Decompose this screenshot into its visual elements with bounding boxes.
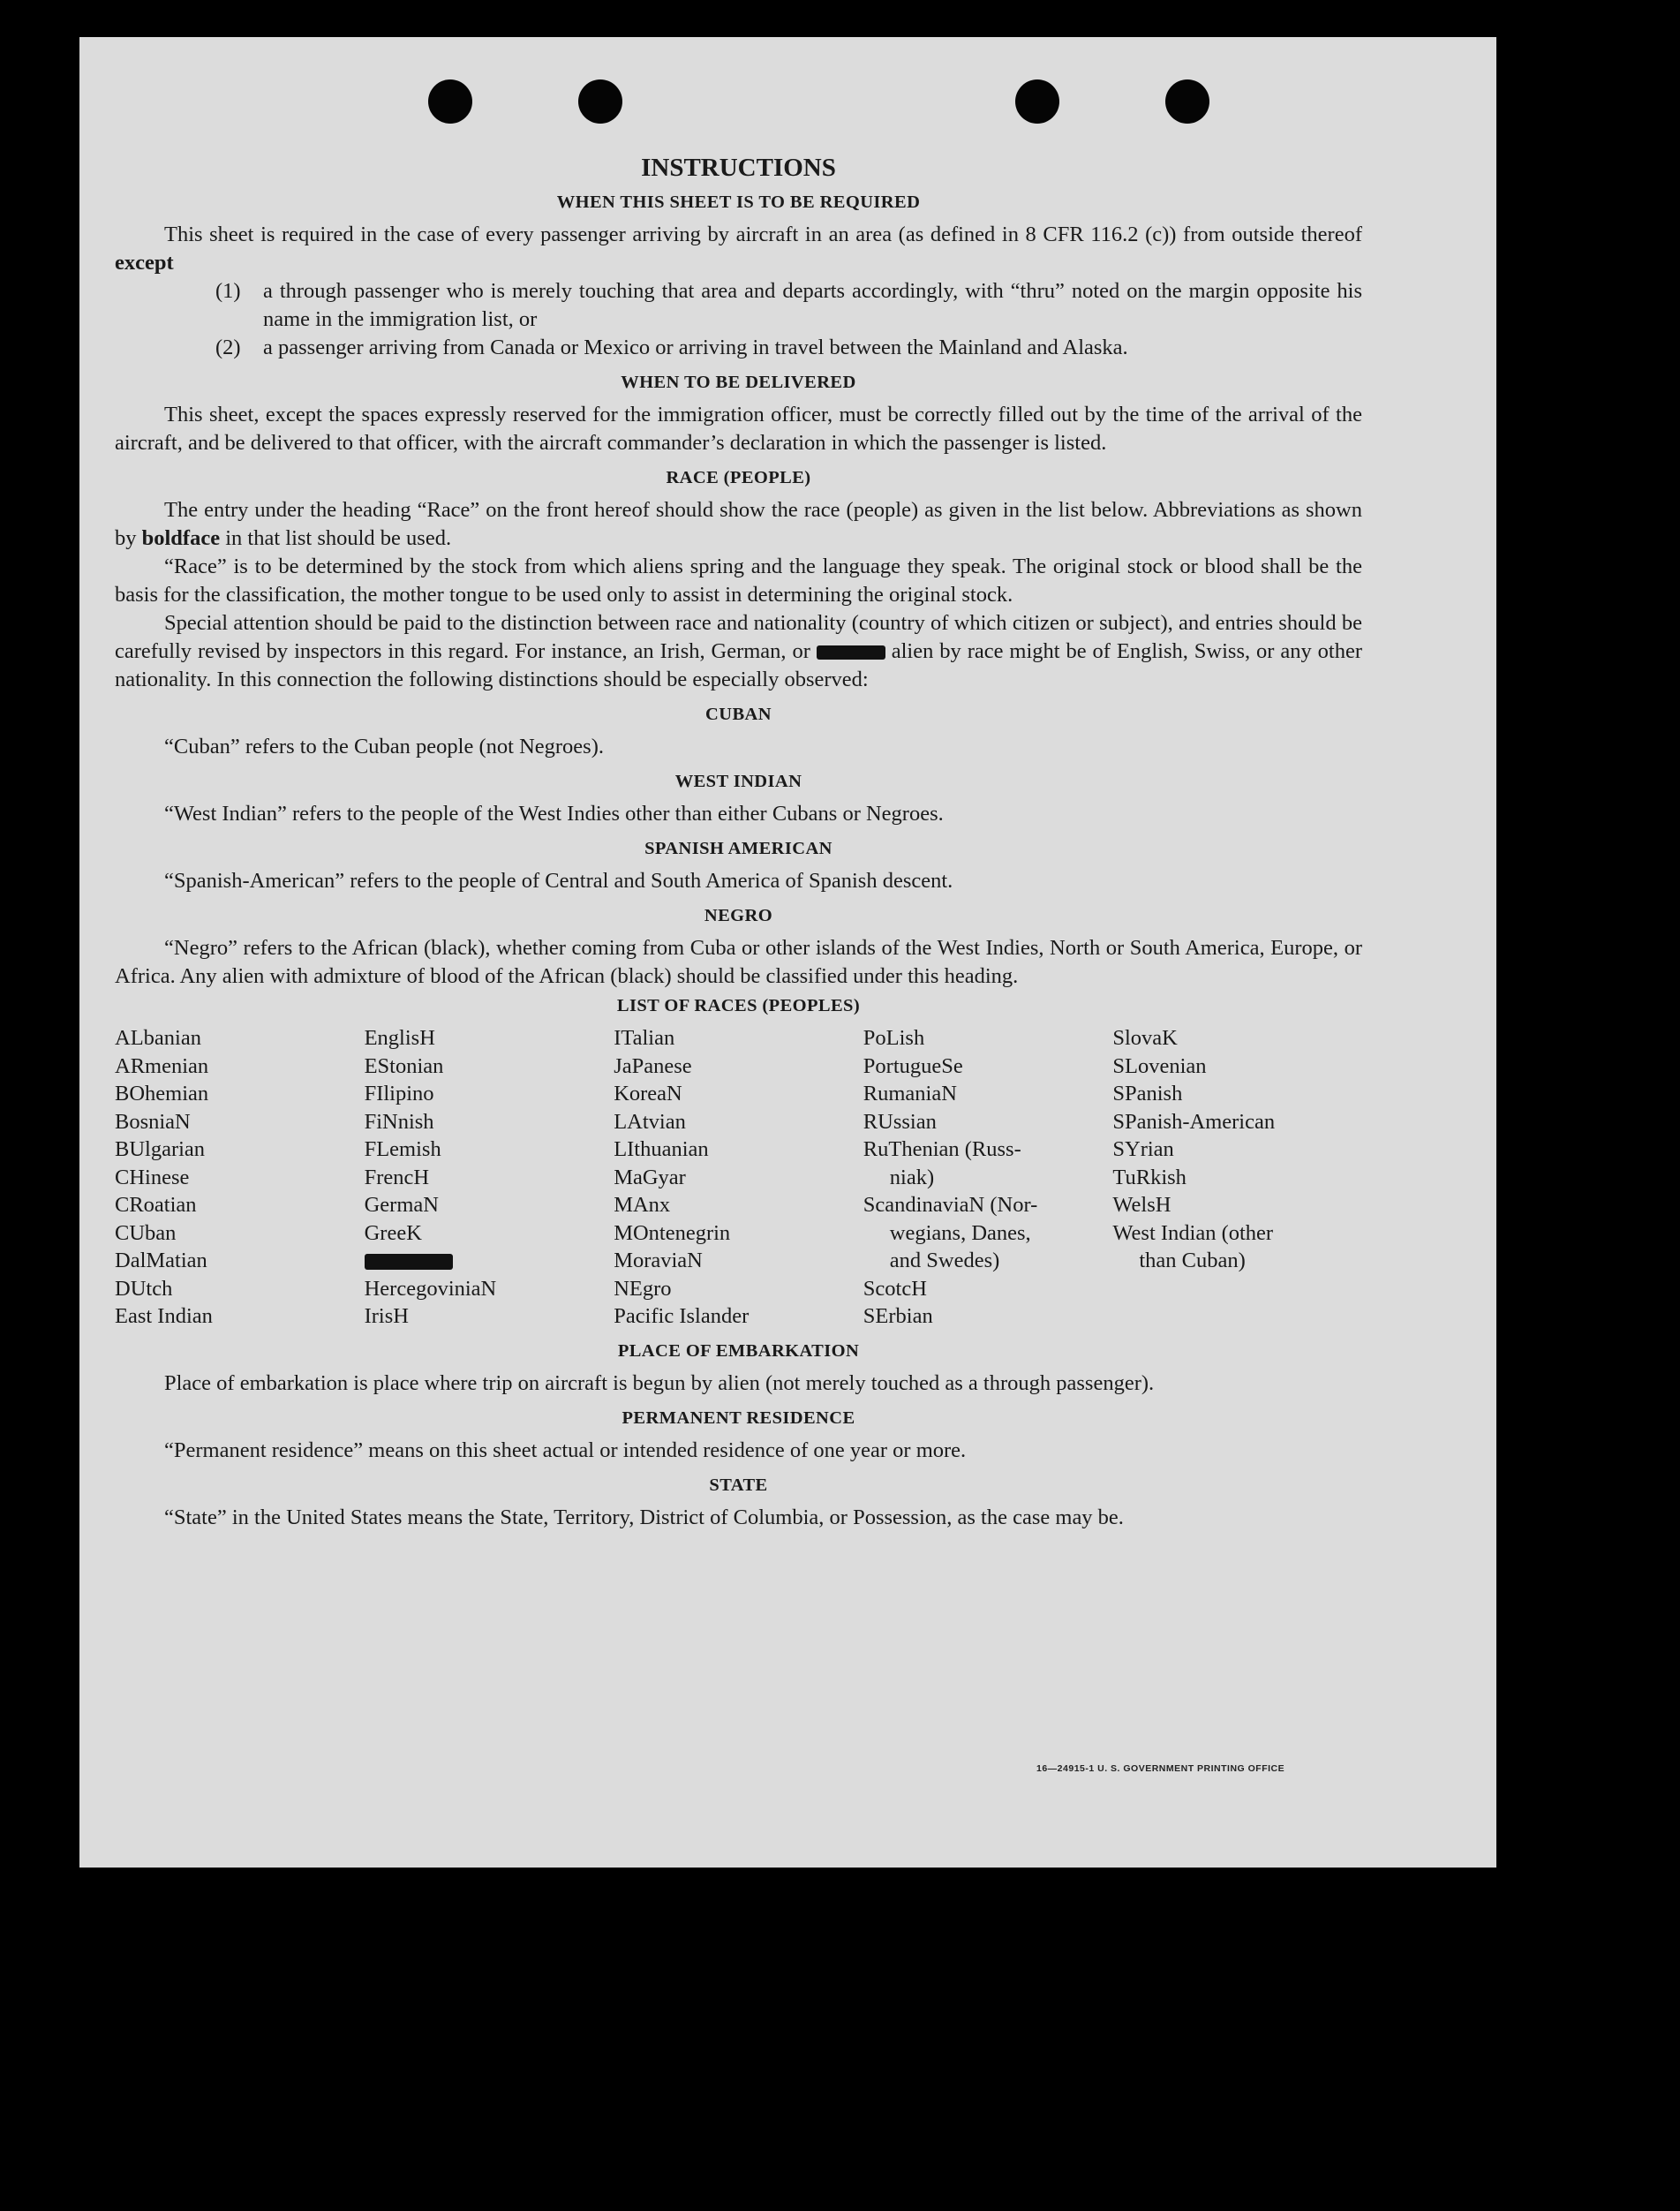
heading-list-of-races: LIST OF RACES (PEOPLES) (616, 996, 861, 1015)
list-item: IrisH (364, 1304, 409, 1328)
list-item: PortugueSe (863, 1053, 963, 1078)
list-item: ARmenian (115, 1053, 209, 1078)
punch-hole (578, 79, 622, 124)
list-item: and Swedes) (889, 1249, 1000, 1272)
list-item: FIlipino (364, 1082, 434, 1106)
list-item: (2) a passenger arriving from Canada or Mexico or arriving in travel between the Mainland and Alaska. (215, 336, 1128, 359)
punch-hole (1165, 79, 1209, 124)
races-column (863, 1024, 1113, 1331)
west-indian-paragraph: “West Indian” refers to the people of the West Indies other than either Cubans or Negroes. (164, 802, 944, 826)
list-item: West Indian (other (1112, 1220, 1274, 1245)
list-item: GreeK (364, 1220, 422, 1245)
list-item: (1) a through passenger who is merely touching that area and departs accordingly, with “thru” noted on the margin opposite his name in the immigration list, or (215, 279, 1362, 331)
cuban-paragraph: “Cuban” refers to the Cuban people (not Negroes). (164, 735, 604, 758)
list-item: MaGyar (614, 1165, 686, 1189)
printer-imprint: 16—24915-1 U. S. GOVERNMENT PRINTING OFFICE (1036, 1763, 1285, 1774)
heading-when-delivered: WHEN TO BE DELIVERED (621, 373, 856, 392)
spanish-american-paragraph: “Spanish-American” refers to the people of Central and South America of Spanish descent. (164, 869, 953, 893)
list-item: SlovaK (1112, 1026, 1178, 1050)
state-paragraph: “State” in the United States means the State, Territory, District of Columbia, or Possession, as the case may be. (164, 1505, 1124, 1529)
heading-place-of-embarkation: PLACE OF EMBARKATION (617, 1340, 860, 1361)
heading-spanish-american: SPANISH AMERICAN (644, 839, 832, 858)
when-required-paragraph: This sheet is required in the case of every passenger arriving by aircraft in an area (as defined in 8 CFR 116.2 (c)) from outside thereof except (115, 223, 1362, 275)
races-column (614, 1024, 863, 1331)
list-item: PoLish (863, 1026, 925, 1050)
list-item: EnglisH (364, 1026, 435, 1050)
punch-hole (428, 79, 472, 124)
list-item: HercegoviniaN (364, 1276, 497, 1301)
list-item: RuThenian (Russ- (863, 1137, 1021, 1161)
list-item: MAnx (614, 1193, 671, 1217)
redaction-mark (817, 645, 885, 660)
list-item: SErbian (863, 1304, 933, 1328)
list-item: RumaniaN (863, 1082, 957, 1106)
heading-negro: NEGRO (704, 906, 773, 925)
list-item: East Indian (115, 1304, 213, 1328)
list-item: MOntenegrin (614, 1220, 731, 1245)
list-item: ScotcH (863, 1276, 927, 1301)
races-list (115, 1024, 1362, 1331)
list-item: CHinese (115, 1165, 190, 1189)
list-item: GermaN (364, 1193, 439, 1217)
list-item: BUlgarian (115, 1137, 206, 1161)
list-item: NEgro (614, 1276, 672, 1301)
heading-race: RACE (PEOPLE) (666, 468, 811, 487)
list-item: wegians, Danes, (889, 1220, 1031, 1245)
list-item: RUssian (863, 1109, 937, 1134)
list-item-redacted (365, 1247, 614, 1275)
list-item: SPanish (1112, 1082, 1183, 1106)
list-item: WelsH (1112, 1193, 1171, 1217)
list-item: SYrian (1112, 1137, 1174, 1161)
when-delivered-paragraph: This sheet, except the spaces expressly reserved for the immigration officer, must be correctly filled out by the time of the arrival of the aircraft, and be delivered to that officer, with the aircraft commander’s declaration in which the passenger is listed. (115, 403, 1362, 455)
list-item: JaPanese (614, 1053, 692, 1078)
punch-hole (1015, 79, 1059, 124)
page-title: INSTRUCTIONS (641, 154, 836, 182)
heading-west-indian: WEST INDIAN (674, 772, 802, 791)
list-item: BosniaN (115, 1109, 191, 1134)
embarkation-paragraph: Place of embarkation is place where trip on aircraft is begun by alien (not merely touched as a through passenger). (164, 1370, 1155, 1395)
list-item: DalMatian (115, 1249, 207, 1272)
list-item: TuRkish (1112, 1165, 1187, 1189)
list-item: KoreaN (614, 1082, 682, 1106)
race-paragraph-1: The entry under the heading “Race” on the front hereof should show the race (people) as given in the list below. Abbreviations as shown by boldface in that list should be used. (115, 498, 1362, 550)
list-item: CUban (115, 1220, 177, 1245)
race-paragraph-2: “Race” is to be determined by the stock from which aliens spring and the language they speak. The original stock or blood shall be the basis for the classification, the mother tongue to be used only to assist in determining the original stock. (115, 555, 1362, 607)
races-column (115, 1024, 365, 1331)
list-item: ITalian (614, 1026, 675, 1050)
list-item: DUtch (115, 1276, 173, 1301)
negro-paragraph: “Negro” refers to the African (black), whether coming from Cuba or other islands of the West Indies, North or South America, Europe, or Africa. Any alien with admixture of blood of the African (black) should be classified under this heading. (115, 936, 1362, 988)
list-item: ALbanian (115, 1026, 201, 1050)
list-item: EStonian (364, 1053, 444, 1078)
races-column (365, 1024, 614, 1331)
list-item: than Cuban) (1139, 1249, 1246, 1272)
heading-when-required: WHEN THIS SHEET IS TO BE REQUIRED (556, 192, 921, 212)
document-page (79, 37, 1496, 1868)
list-item: MoraviaN (614, 1249, 703, 1272)
list-item: ScandinaviaN (Nor- (863, 1193, 1038, 1217)
heading-cuban: CUBAN (705, 705, 772, 724)
list-item: FiNnish (364, 1109, 434, 1134)
list-item: SPanish-American (1112, 1109, 1276, 1134)
list-item: BOhemian (115, 1082, 209, 1106)
list-item: FLemish (364, 1137, 441, 1161)
list-item: LIthuanian (614, 1137, 709, 1161)
heading-permanent-residence: PERMANENT RESIDENCE (622, 1407, 855, 1428)
heading-state: STATE (709, 1475, 768, 1495)
list-item: FrencH (364, 1165, 430, 1189)
list-item: SLovenian (1112, 1053, 1207, 1078)
list-item: niak) (889, 1165, 935, 1189)
redaction-mark (365, 1254, 453, 1270)
list-item: LAtvian (614, 1109, 686, 1134)
list-item: Pacific Islander (614, 1304, 750, 1328)
residence-paragraph: “Permanent residence” means on this sheet actual or intended residence of one year or more. (164, 1438, 967, 1462)
races-column (1112, 1024, 1362, 1331)
list-item: CRoatian (115, 1193, 197, 1217)
race-paragraph-3: Special attention should be paid to the distinction between race and nationality (country of which citizen or subject), and entries should be carefully revised by inspectors in this regard. For instance, an Irish, German, or alien by race might be of English, Swiss, or any other nationality. In this connection the following distinctions should be especially observed: (115, 611, 1362, 691)
